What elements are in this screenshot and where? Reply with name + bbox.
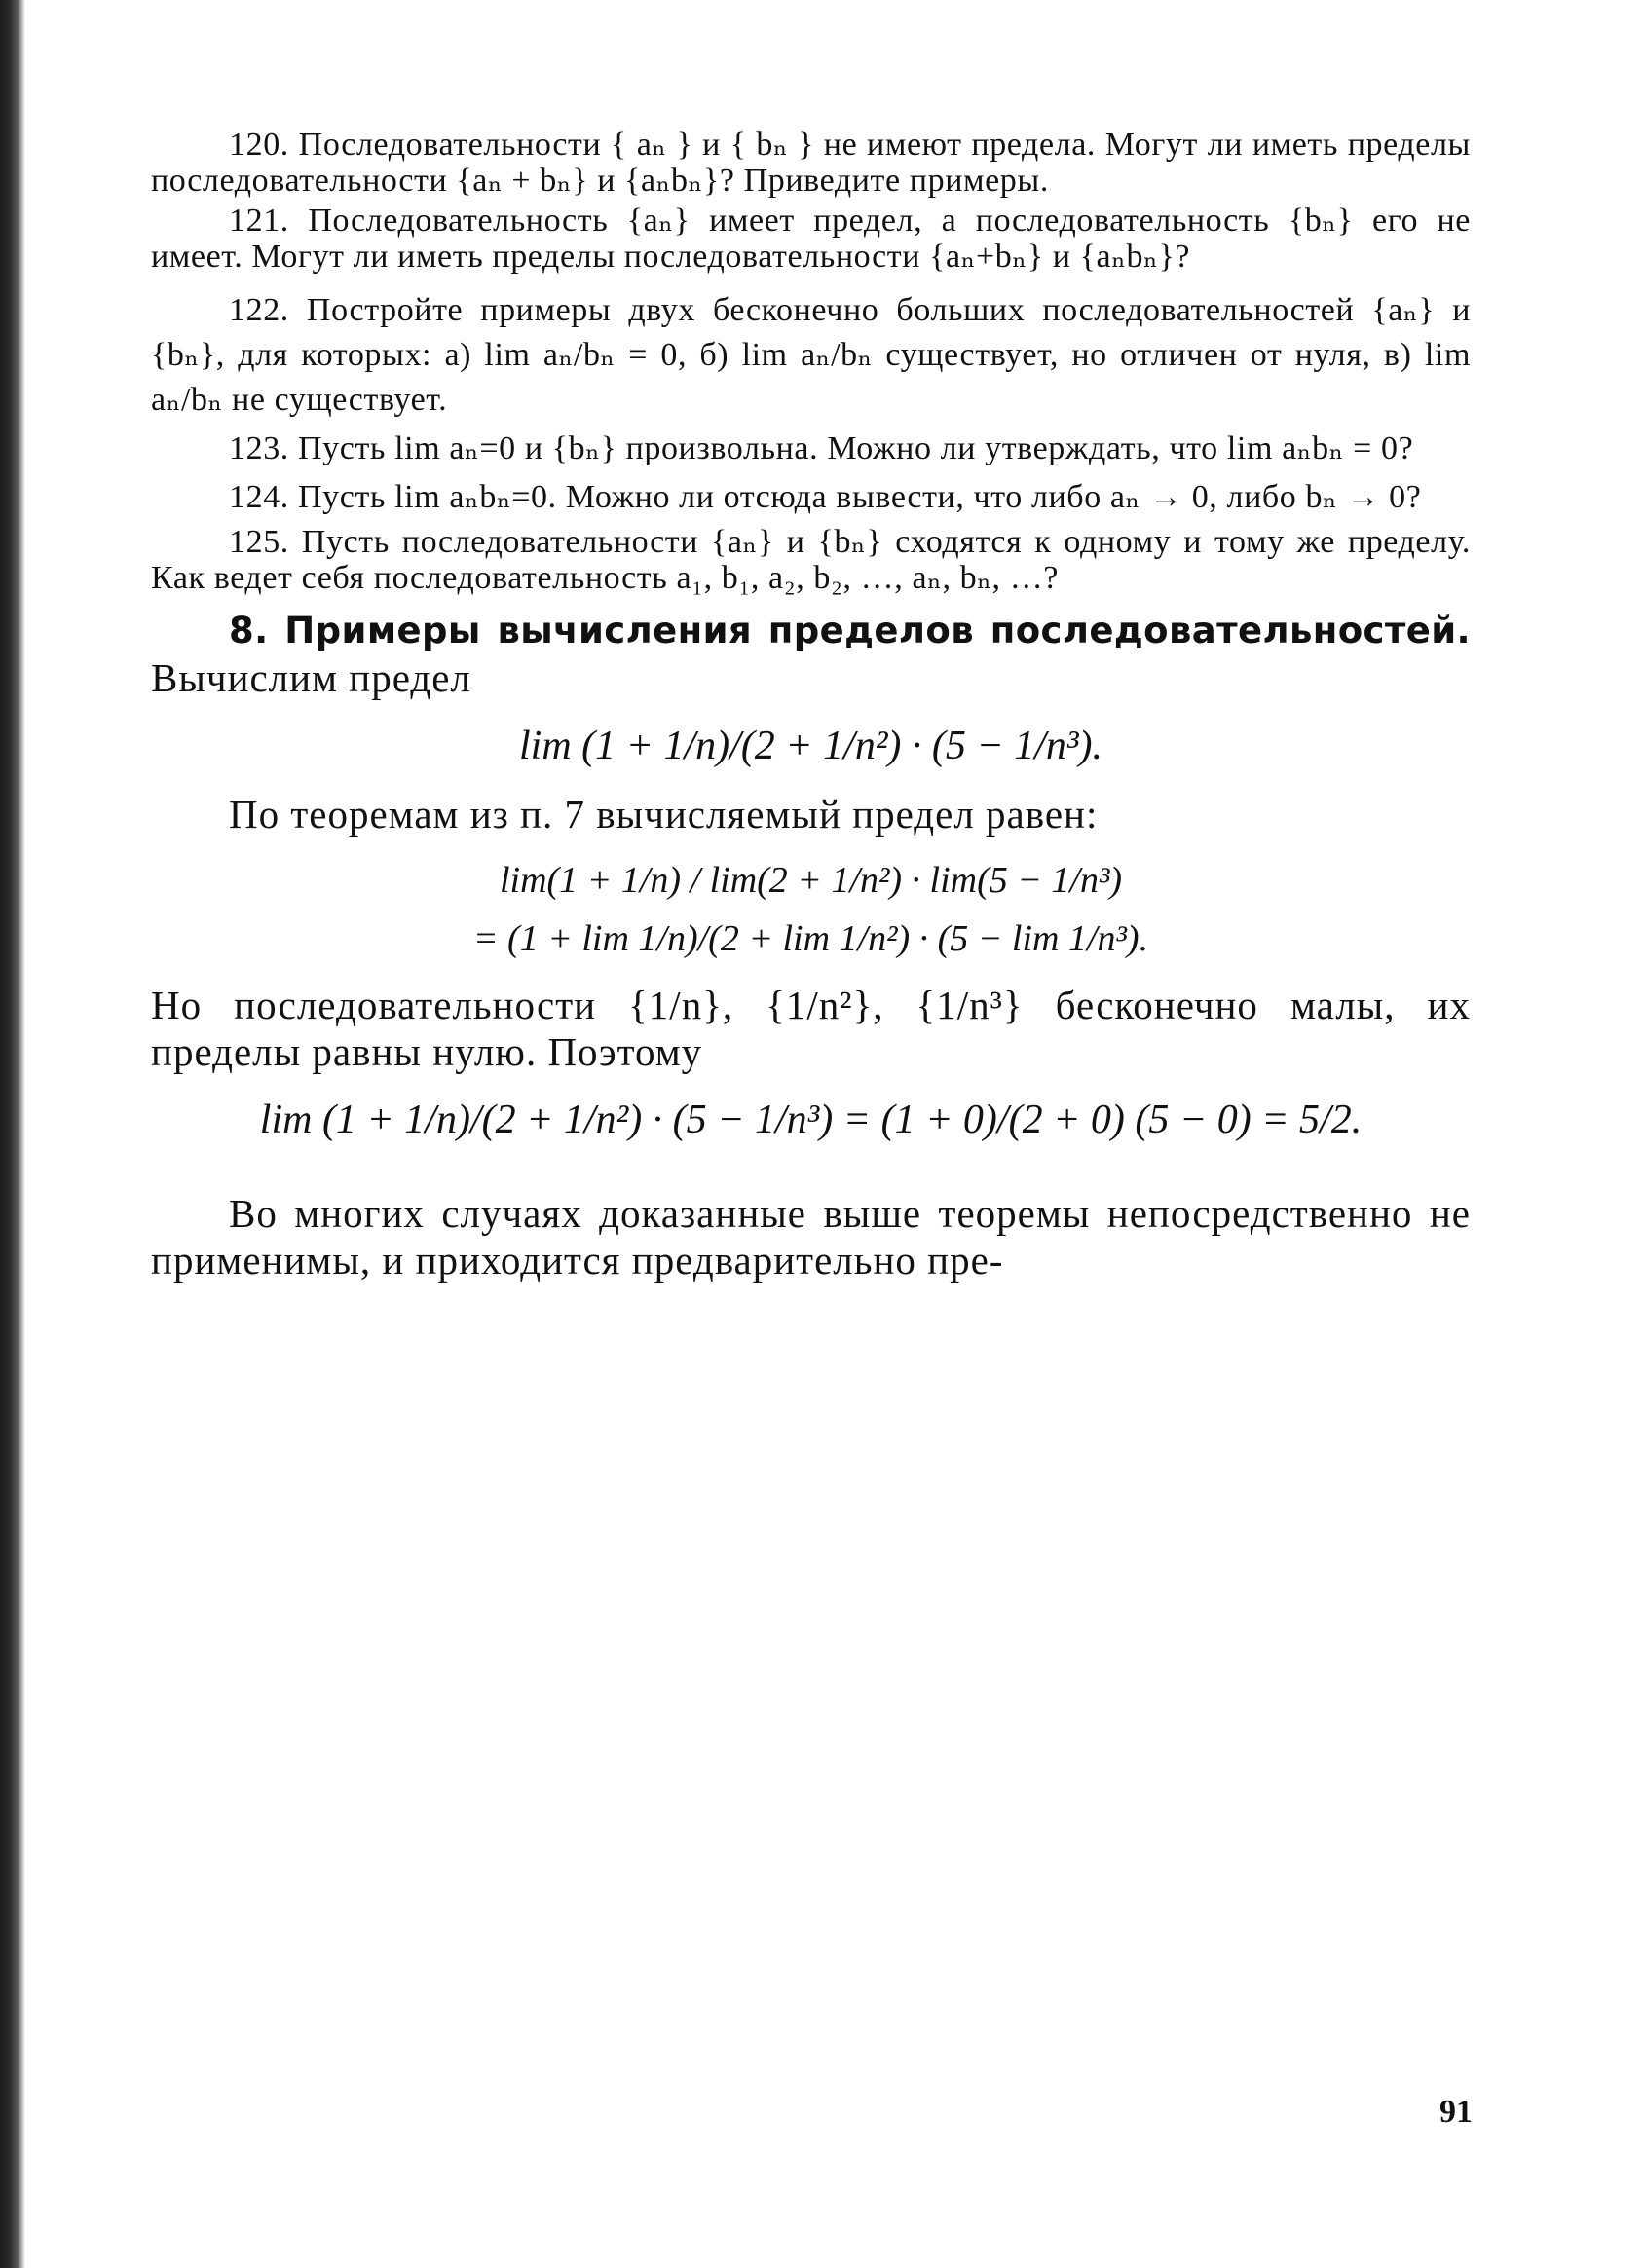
zero-line: Но последовательности {1/n}, {1/n²}, {1/n³} бесконечно малы, их пределы равны нулю. Поэтому <box>151 983 1471 1074</box>
formula-limit-2-right: = (1 + lim 1/n)/(2 + lim 1/n²) · (5 − lim 1/n³). <box>472 918 1149 959</box>
binding-shadow <box>0 0 25 2268</box>
section-heading: 8. Примеры вычисления пределов последовательностей. <box>229 610 1471 651</box>
problem-120: 120. Последовательности { aₙ } и { bₙ } не имеют предела. Могут ли иметь пределы последовательности {aₙ + bₙ} и {aₙbₙ}? Приведите примеры. <box>151 127 1471 199</box>
formula-limit-3-expr: lim (1 + 1/n)/(2 + 1/n²) · (5 − 1/n³) = (1 + 0)/(2 + 0) (5 − 0) = 5/2. <box>259 1097 1363 1142</box>
section-intro: Вычислим предел <box>151 655 471 700</box>
theorem-line: По теоремам из п. 7 вычисляемый предел равен: <box>229 792 1099 837</box>
closing-paragraph: Во многих случаях доказанные выше теоремы непосредственно не применимы, и приходится предварительно пре- <box>151 1191 1471 1283</box>
section-8 <box>151 606 1471 701</box>
formula-limit-2-left: lim(1 + 1/n) / lim(2 + 1/n²) · lim(5 − 1/n³) <box>499 860 1123 901</box>
book-page <box>151 127 1471 2220</box>
problem-124: 124. Пусть lim aₙbₙ=0. Можно ли отсюда вывести, что либо aₙ → 0, либо bₙ → 0? <box>229 479 1422 515</box>
formula-limit-1-expr: lim (1 + 1/n)/(2 + 1/n²) · (5 − 1/n³). <box>519 724 1102 768</box>
formula-limit-1 <box>151 715 1471 777</box>
page-number: 91 <box>1439 2094 1473 2130</box>
formula-limit-3 <box>151 1089 1471 1151</box>
formula-limit-2 <box>151 851 1471 968</box>
problem-122: 122. Постройте примеры двух бесконечно больших последовательностей {aₙ} и {bₙ}, для которых: а) lim aₙ/bₙ = 0, б) lim aₙ/bₙ существует, но отличен от нуля, в) lim aₙ/bₙ не существует. <box>151 292 1471 418</box>
problem-121: 121. Последовательность {aₙ} имеет предел, а последовательность {bₙ} его не имеет. Могут ли иметь пределы последовательности {aₙ+bₙ} и {aₙbₙ}? <box>151 203 1471 275</box>
problem-123: 123. Пусть lim aₙ=0 и {bₙ} произвольна. Можно ли утверждать, что lim aₙbₙ = 0? <box>229 430 1414 466</box>
problem-125: 125. Пусть последовательности {aₙ} и {bₙ} сходятся к одному и тому же пределу. Как ведет себя последовательность a₁, b₁, a₂, b₂, …, aₙ, bₙ, …? <box>151 524 1471 596</box>
